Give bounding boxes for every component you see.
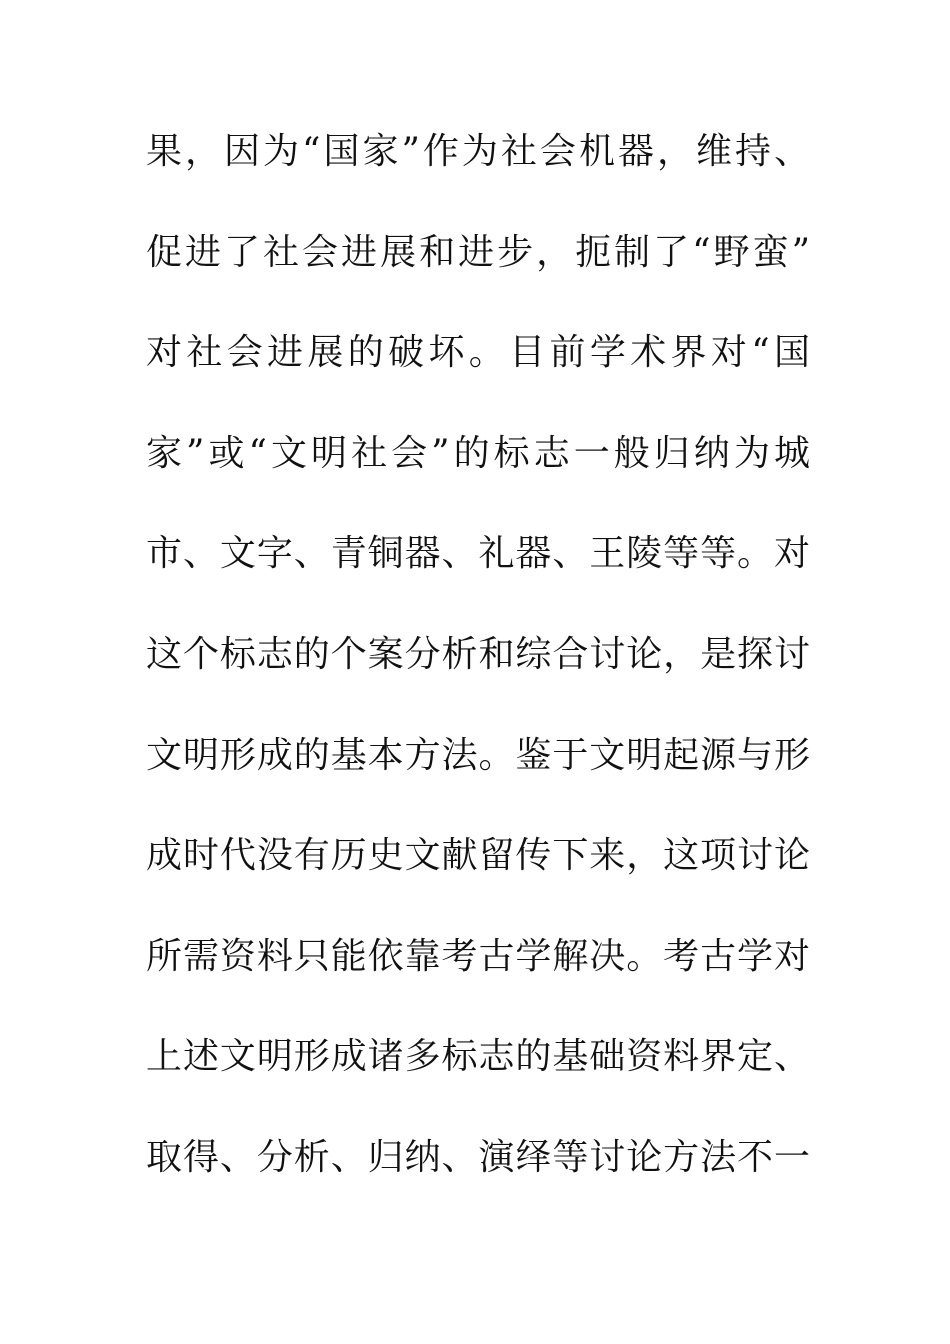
text-line-8: 成时代没有历史文献留传下来，这项讨论 [146,835,810,877]
text-line-4: 家”或“文明社会”的标志一般归纳为城 [146,432,810,474]
text-line-7: 文明形成的基本方法。鉴于文明起源与形 [146,734,810,776]
text-line-10: 上述文明形成诸多标志的基础资料界定、 [146,1036,810,1078]
text-line-6: 这个标志的个案分析和综合讨论，是探讨 [146,633,810,675]
body-text [146,125,810,1232]
text-line-1: 果，因为“国家”作为社会机器，维持、 [146,131,810,172]
text-line-3: 对社会进展的破坏。目前学术界对“国 [146,332,810,374]
text-line-11: 取得、分析、归纳、演绎等讨论方法不一 [146,1136,810,1178]
text-line-2: 促进了社会进展和进步，扼制了“野蛮” [146,231,810,273]
text-line-9: 所需资料只能依靠考古学解决。考古学对 [146,935,810,977]
text-line-5: 市、文字、青铜器、礼器、王陵等等。对 [146,533,810,575]
